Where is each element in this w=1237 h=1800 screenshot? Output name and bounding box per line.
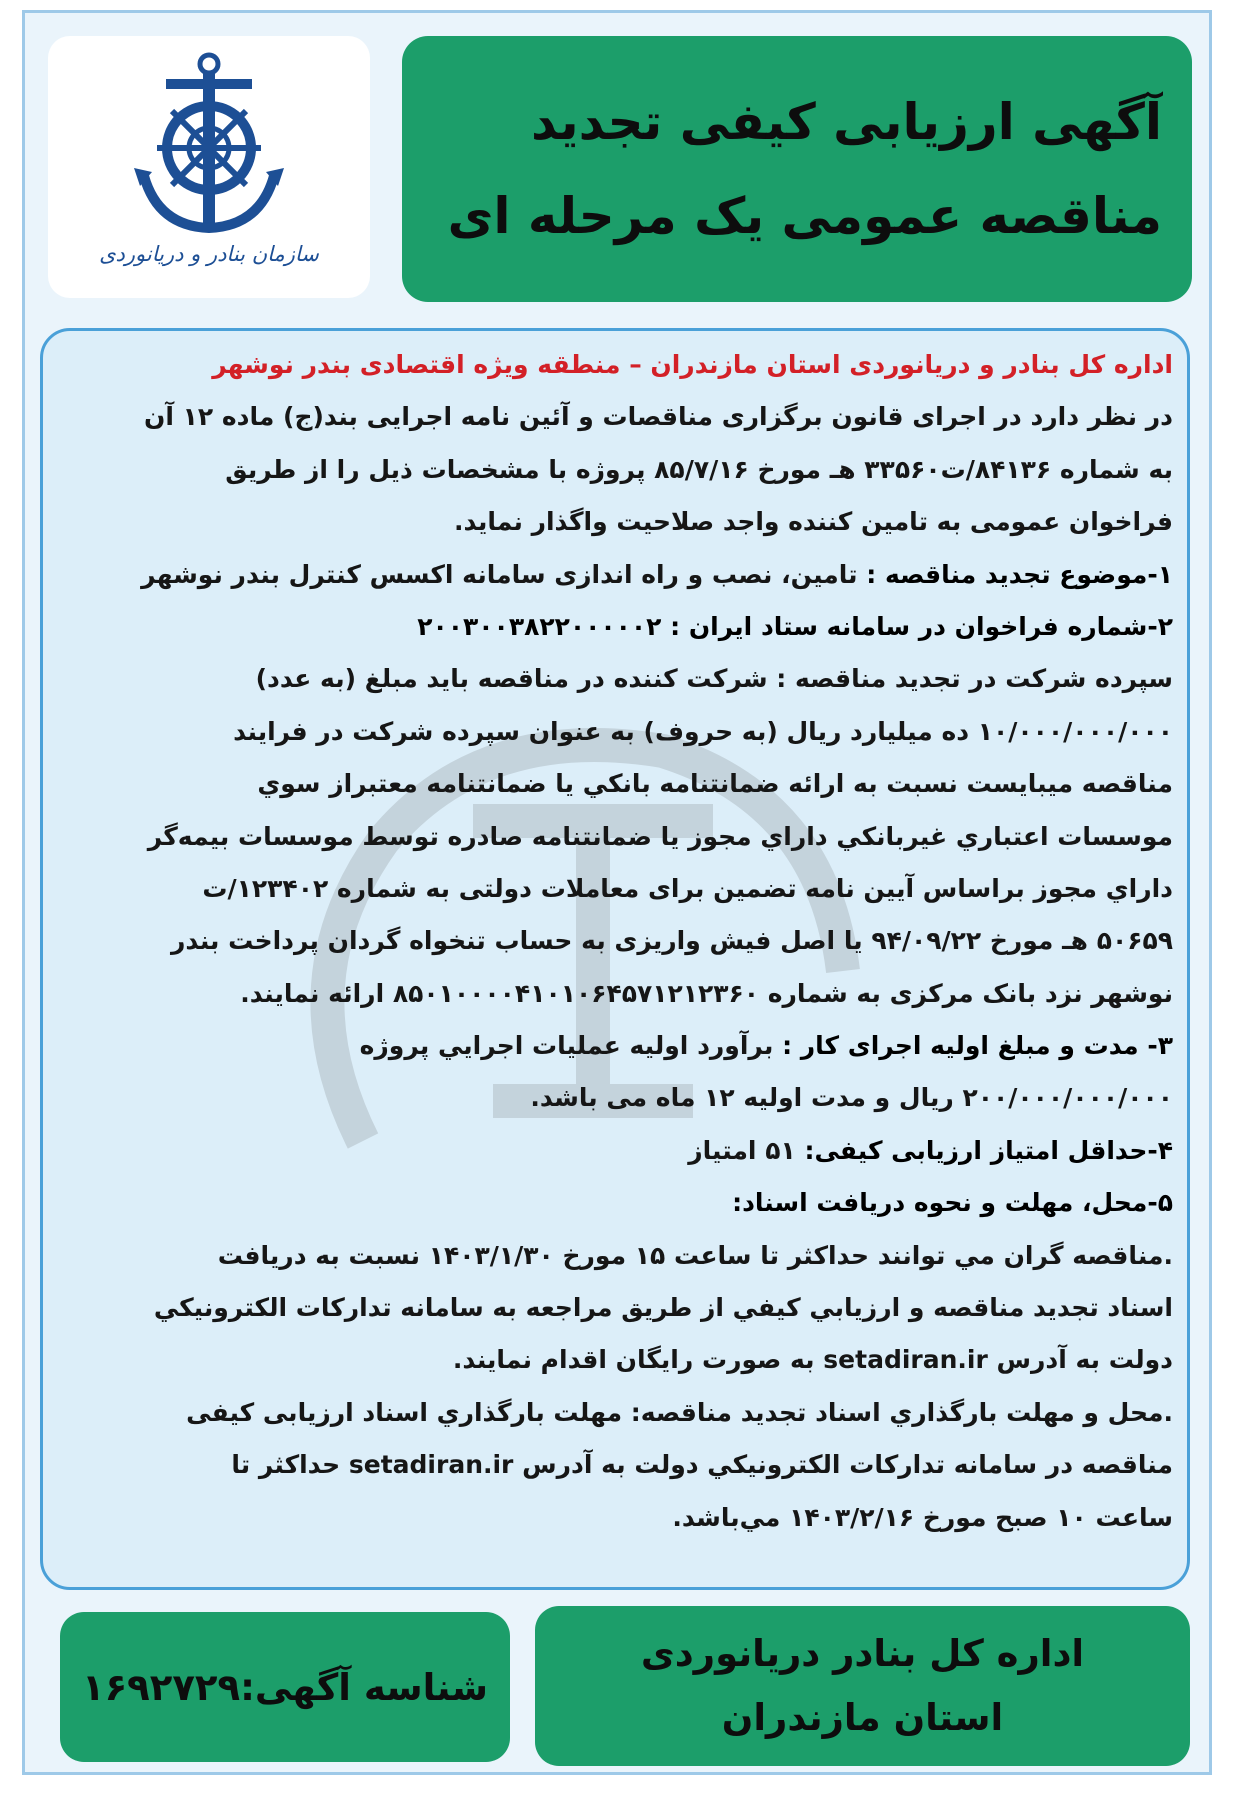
intro-line: به شماره ۸۴۱۳۶/ت۳۳۵۶۰ هـ مورخ ۸۵/۷/۱۶ پروژه با مشخصات ذیل را از طریق [225, 454, 1173, 484]
intro-line: در نظر دارد در اجرای قانون برگزاری مناقصات و آئین نامه اجرایی بند(ج) ماده ۱۲ آن [144, 402, 1173, 432]
docs-line [57, 1334, 1173, 1386]
item-4-text: ۵۱ امتیاز [688, 1135, 796, 1165]
item-2-label: ۲-شماره فراخوان در سامانه ستاد ایران : [670, 611, 1173, 641]
deposit-line: ۵۰۶۵۹ هـ مورخ ۹۴/۰۹/۲۲ یا اصل فیش واریزی به حساب تنخواه گردان پرداخت بندر [170, 926, 1173, 956]
item-5 [57, 1177, 1173, 1229]
deposit-line: سپرده شرکت در تجدید مناقصه : شرکت کننده در مناقصه باید مبلغ (به عدد) [255, 664, 1173, 694]
title-line-2: مناقصه عمومی یک مرحله ای [447, 187, 1162, 245]
deposit-line: نوشهر نزد بانک مرکزی به شماره ۸۵۰۱۰۰۰۰۴۱۰۱۰۶۴۵۷۱۲۱۲۳۶۰ ارائه نمایند. [240, 978, 1173, 1008]
item-3-text: برآورد اولیه عملیات اجرایي پروژه [359, 1031, 774, 1061]
intro-line: فراخوان عمومی به تامین کننده واجد صلاحیت واگذار نماید. [454, 507, 1173, 537]
body-content [57, 339, 1173, 1544]
title-banner [402, 36, 1192, 302]
upload-line: ساعت ۱۰ صبح مورخ ۱۴۰۳/۲/۱۶ مي‌باشد. [672, 1502, 1173, 1532]
docs-line-3-pre: دولت به آدرس [996, 1345, 1173, 1375]
deposit-line: مناقصه میبایست نسبت به ارائه ضمانتنامه بانكي يا ضمانتنامه معتبراز سوي [257, 769, 1173, 799]
upload-line-2-pre: مناقصه در سامانه تداركات الكترونيكي دولت به آدرس [522, 1450, 1173, 1480]
item-4-label: ۴-حداقل امتیاز ارزیابی کیفی: [804, 1135, 1173, 1165]
upload-line [57, 1439, 1173, 1491]
upload-line: .محل و مهلت بارگذاري اسناد تجدید مناقصه: مهلت بارگذاري اسناد ارزیابی کیفی [186, 1397, 1173, 1427]
title-line-1: آگهی ارزیابی کیفی تجدید [530, 93, 1162, 151]
logo-panel [48, 36, 370, 298]
deposit-line: موسسات اعتباري غيربانكي داراي مجوز يا ضمانتنامه صادره توسط موسسات بیمه‌گر [147, 821, 1173, 851]
item-3-continuation: ۲۰۰/۰۰۰/۰۰۰/۰۰۰ ریال و مدت اولیه ۱۲ ماه می باشد. [530, 1083, 1173, 1113]
logo-caption: سازمان بنادر و دریانوردی [99, 242, 319, 266]
anchor-wheel-logo-icon [48, 36, 370, 246]
item-3-label: ۳- مدت و مبلغ اولیه اجرای کار : [782, 1031, 1173, 1061]
body-heading: اداره کل بنادر و دریانوردی استان مازندران – منطقه ویژه اقتصادی بندر نوشهر [212, 350, 1173, 379]
item-2 [57, 601, 1173, 653]
organization-line-1: اداره کل بنادر دریانوردی [640, 1632, 1085, 1675]
deposit-line: ۱۰/۰۰۰/۰۰۰/۰۰۰ ده میلیارد ریال (به حروف) به عنوان سپرده شرکت در فرایند [233, 716, 1173, 746]
setadiran-link[interactable]: setadiran.ir [823, 1345, 988, 1375]
item-3 [57, 1020, 1173, 1072]
deposit-line: داراي مجوز براساس آیین نامه تضمین برای معاملات دولتی به شماره ۱۲۳۴۰۲/ت [202, 873, 1173, 903]
organization-line-2: استان مازندران [721, 1696, 1004, 1739]
item-5-label: ۵-محل، مهلت و نحوه دریافت اسناد: [732, 1188, 1173, 1218]
announcement-body [40, 328, 1190, 1590]
item-1 [57, 549, 1173, 601]
organization-badge [535, 1606, 1190, 1766]
item-4 [57, 1125, 1173, 1177]
item-2-number: ۲۰۰۳۰۰۳۸۲۲۰۰۰۰۰۲ [417, 611, 662, 641]
item-1-label: ۱-موضوع تجدید مناقصه : [866, 559, 1173, 589]
setadiran-link[interactable]: setadiran.ir [348, 1450, 514, 1480]
ad-id-badge: شناسه آگهی:۱۶۹۲۷۲۹ [60, 1612, 510, 1762]
upload-line-2-post: حداکثر تا [231, 1450, 341, 1480]
item-1-text: تامین، نصب و راه اندازی سامانه اکسس کنترل بندر نوشهر [141, 559, 858, 589]
docs-line: .مناقصه گران مي توانند حداكثر تا ساعت ۱۵ مورخ ۱۴۰۳/۱/۳۰ نسبت به دريافت [217, 1240, 1173, 1270]
docs-line-3-post: به صورت رایگان اقدام نمایند. [452, 1345, 815, 1375]
docs-line: اسناد تجدید مناقصه و ارزيابي كيفي از طريق مراجعه به سامانه تداركات الكترونيكي [153, 1293, 1173, 1323]
